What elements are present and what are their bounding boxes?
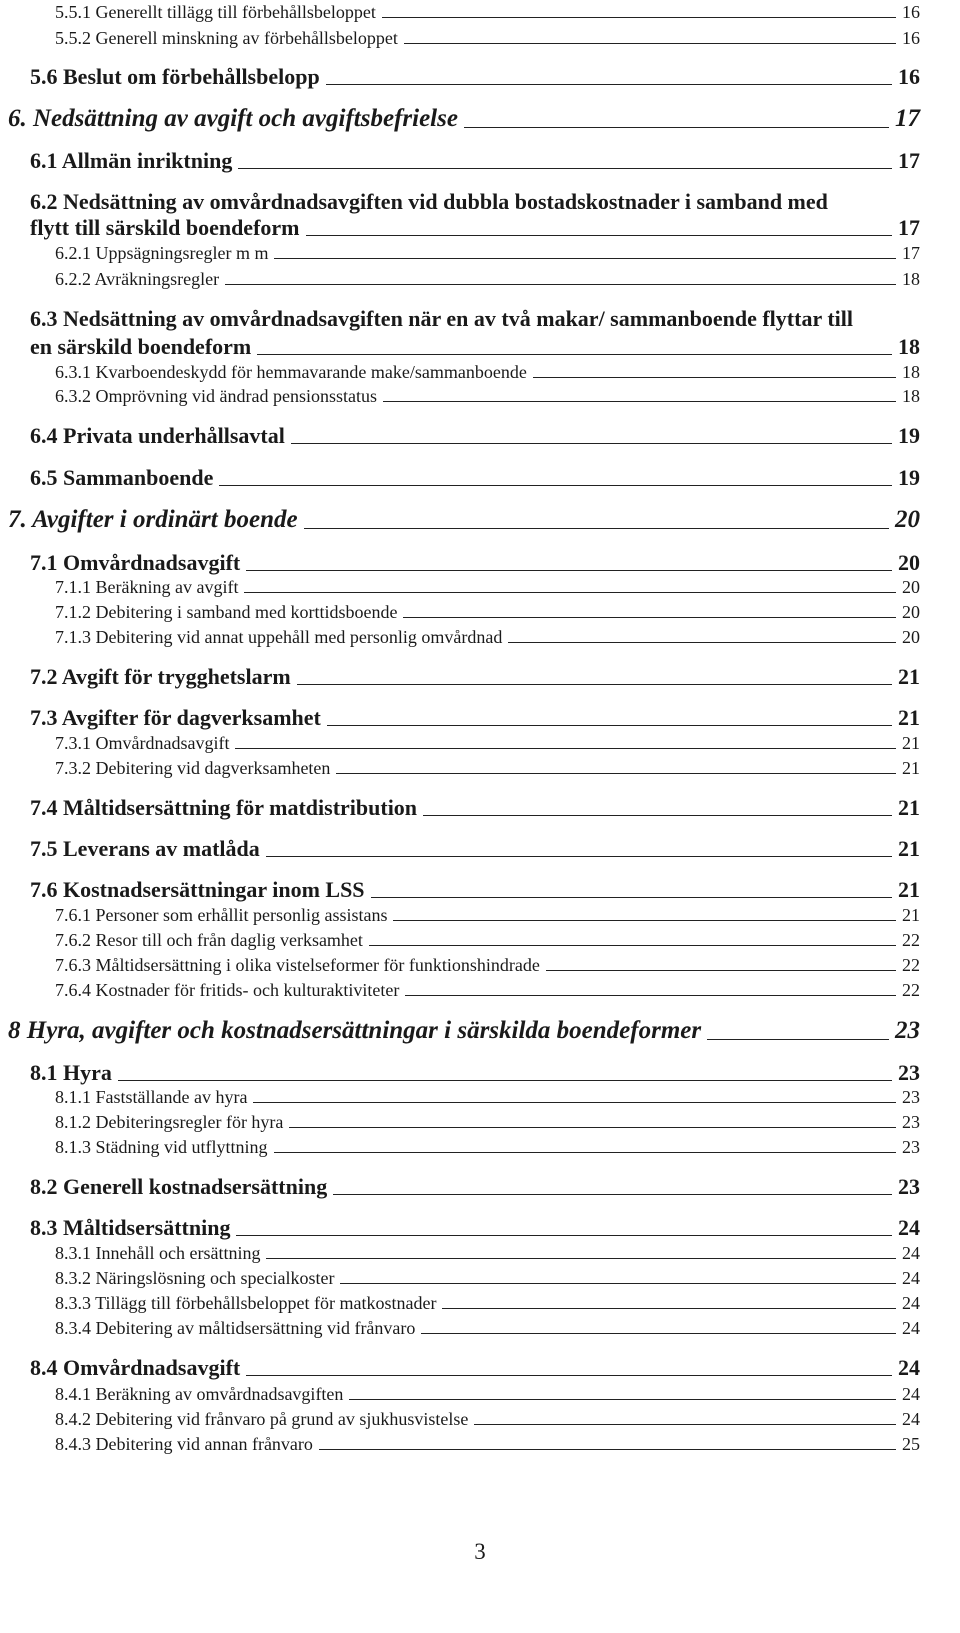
toc-entry-8-4-2	[55, 1409, 920, 1430]
toc-entry-title: 8.1.1 Fastställande av hyra	[55, 1087, 248, 1107]
toc-page-number: 17	[895, 105, 920, 132]
toc-page-number: 17	[898, 148, 920, 173]
toc-entry-6-5	[30, 465, 920, 491]
toc-page-number: 21	[898, 664, 920, 689]
leader-line	[369, 945, 896, 946]
toc-entry-title: 8.4 Omvårdnadsavgift	[30, 1355, 241, 1380]
toc-entry-title: 8.1.2 Debiteringsregler för hyra	[55, 1112, 284, 1132]
toc-entry-8-3-4	[55, 1318, 920, 1339]
toc-entry-6-4	[30, 423, 920, 449]
toc-entry-title: 7.5 Leverans av matlåda	[30, 836, 260, 861]
toc-page-number: 21	[898, 795, 920, 820]
toc-entry-8-1-3	[55, 1137, 920, 1158]
toc-page-number: 18	[898, 334, 920, 359]
toc-entry-7	[8, 506, 920, 534]
leader-line	[253, 1102, 896, 1103]
leader-line	[403, 617, 896, 618]
toc-entry-8-1-2	[55, 1112, 920, 1133]
leader-line	[306, 235, 893, 236]
toc-entry-6	[8, 105, 920, 133]
leader-line	[219, 485, 892, 486]
leader-line	[118, 1080, 892, 1081]
toc-entry-title: 7.6.3 Måltidsersättning i olika vistelseformer för funktionshindrade	[55, 955, 540, 975]
toc-entry-title: 7. Avgifter i ordinärt boende	[8, 506, 298, 533]
toc-entry-8-3-3	[55, 1293, 920, 1314]
toc-page-number: 23	[902, 1087, 920, 1107]
toc-entry-title: 7.1.1 Beräkning av avgift	[55, 577, 239, 597]
toc-entry-8-4	[30, 1355, 920, 1381]
toc-entry-title: 6. Nedsättning av avgift och avgiftsbefrielse	[8, 105, 458, 132]
leader-line	[319, 1449, 896, 1450]
toc-entry-title: 7.4 Måltidsersättning för matdistribution	[30, 795, 418, 820]
toc-entry-title: 5.6 Beslut om förbehållsbelopp	[30, 64, 320, 89]
toc-entry-title: 6.1 Allmän inriktning	[30, 148, 233, 173]
toc-entry-8	[8, 1017, 920, 1045]
toc-page-number: 21	[898, 877, 920, 902]
toc-entry-title: 7.6.4 Kostnader för fritids- och kulturaktiviteter	[55, 980, 400, 1000]
toc-entry-6-2-line1: 6.2 Nedsättning av omvårdnadsavgiften vid dubbla bostadskostnader i samband med	[30, 189, 828, 214]
toc-entry-title: 5.5.1 Generellt tillägg till förbehållsbeloppet	[55, 2, 376, 22]
toc-page-number: 19	[898, 465, 920, 490]
toc-entry-6-2-2	[55, 269, 920, 290]
leader-line	[297, 684, 892, 685]
toc-entry-title: 7.6.2 Resor till och från daglig verksamhet	[55, 930, 363, 950]
toc-entry-6-3-2	[55, 386, 920, 407]
toc-page-number: 23	[902, 1112, 920, 1132]
toc-entry-title: 8.4.2 Debitering vid frånvaro på grund av sjukhusvistelse	[55, 1409, 469, 1429]
toc-page-number: 16	[898, 64, 920, 89]
toc-entry-8-1-1	[55, 1087, 920, 1108]
toc-entry-6-2	[30, 215, 920, 241]
toc-entry-title: 8.2 Generell kostnadsersättning	[30, 1174, 328, 1199]
toc-page-number: 20	[902, 602, 920, 622]
toc-entry-title: 7.6.1 Personer som erhållit personlig assistans	[55, 905, 388, 925]
toc-page-number: 23	[898, 1174, 920, 1199]
toc-entry-title: 5.5.2 Generell minskning av förbehållsbeloppet	[55, 28, 398, 48]
toc-entry-8-2	[30, 1174, 920, 1200]
toc-entry-title: flytt till särskild boendeform	[30, 215, 300, 240]
toc-entry-6-1	[30, 148, 920, 174]
leader-line	[464, 127, 889, 128]
toc-entry-8-4-3	[55, 1434, 920, 1455]
leader-line	[266, 1258, 896, 1259]
toc-entry-5-6	[30, 64, 920, 90]
toc-entry-7-6	[30, 877, 920, 903]
toc-page-number: 23	[902, 1137, 920, 1157]
toc-entry-title: 7.3.2 Debitering vid dagverksamheten	[55, 758, 331, 778]
toc-entry-title: 8 Hyra, avgifter och kostnadsersättningar i särskilda boendeformer	[8, 1017, 702, 1044]
leader-line	[333, 1194, 892, 1195]
leader-line	[291, 443, 892, 444]
toc-page-number: 25	[902, 1434, 920, 1454]
toc-entry-5-5-2	[55, 28, 920, 49]
toc-entry-title: 8.4.1 Beräkning av omvårdnadsavgiften	[55, 1384, 344, 1404]
page-number: 3	[474, 1539, 486, 1564]
toc-page-number: 24	[902, 1384, 920, 1404]
leader-line	[238, 168, 892, 169]
leader-line	[235, 748, 896, 749]
toc-page-number: 18	[902, 386, 920, 406]
toc-entry-7-6-3	[55, 955, 920, 976]
toc-page-number: 17	[898, 215, 920, 240]
toc-entry-7-5	[30, 836, 920, 862]
leader-line	[274, 258, 896, 259]
toc-entry-5-5-1	[55, 2, 920, 23]
leader-line	[421, 1333, 896, 1334]
leader-line	[257, 354, 892, 355]
toc-entry-title: 8.3.1 Innehåll och ersättning	[55, 1243, 261, 1263]
toc-entry-6-3-1	[55, 362, 920, 383]
toc-page-number: 16	[902, 28, 920, 48]
leader-line	[246, 1375, 892, 1376]
toc-page-number: 22	[902, 980, 920, 1000]
leader-line	[289, 1127, 896, 1128]
toc-entry-title: 7.1.2 Debitering i samband med korttidsboende	[55, 602, 398, 622]
toc-entry-7-3-2	[55, 758, 920, 779]
toc-entry-title: 7.1.3 Debitering vid annat uppehåll med personlig omvårdnad	[55, 627, 503, 647]
leader-line	[304, 528, 889, 529]
leader-line	[266, 856, 892, 857]
toc-page-number: 22	[902, 930, 920, 950]
leader-line	[274, 1152, 896, 1153]
toc-entry-8-1	[30, 1060, 920, 1086]
toc-page-number: 16	[902, 2, 920, 22]
toc-entry-7-3-1	[55, 733, 920, 754]
leader-line	[382, 17, 896, 18]
leader-line	[236, 1235, 892, 1236]
leader-line	[383, 401, 896, 402]
toc-entry-title: 8.3.4 Debitering av måltidsersättning vid frånvaro	[55, 1318, 416, 1338]
toc-entry-8-3	[30, 1215, 920, 1241]
toc-entry-7-1-2	[55, 602, 920, 623]
toc-entry-7-6-2	[55, 930, 920, 951]
toc-page-number: 18	[902, 362, 920, 382]
toc-entry-7-6-4	[55, 980, 920, 1001]
toc-entry-7-1	[30, 550, 920, 576]
leader-line	[405, 995, 896, 996]
leader-line	[246, 570, 892, 571]
toc-entry-7-4	[30, 795, 920, 821]
leader-line	[707, 1039, 889, 1040]
toc-page-number: 22	[902, 955, 920, 975]
leader-line	[442, 1308, 896, 1309]
toc-entry-title: 6.5 Sammanboende	[30, 465, 214, 490]
toc-page-number: 23	[895, 1017, 920, 1044]
leader-line	[336, 773, 896, 774]
toc-entry-title: 6.3.2 Omprövning vid ändrad pensionsstatus	[55, 386, 377, 406]
toc-page-number: 23	[898, 1060, 920, 1085]
leader-line	[546, 970, 896, 971]
leader-line	[474, 1424, 896, 1425]
toc-page-number: 21	[902, 905, 920, 925]
toc-entry-title: en särskild boendeform	[30, 334, 252, 359]
leader-line	[393, 920, 896, 921]
toc-entry-7-1-3	[55, 627, 920, 648]
toc-entry-title: 8.1 Hyra	[30, 1060, 112, 1085]
toc-page-number: 24	[902, 1293, 920, 1313]
toc-entry-6-2-1	[55, 243, 920, 264]
toc-page-number: 20	[902, 627, 920, 647]
toc-page-number: 24	[898, 1215, 920, 1240]
toc-page-number: 21	[902, 733, 920, 753]
toc-entry-title: 7.3.1 Omvårdnadsavgift	[55, 733, 230, 753]
leader-line	[423, 815, 892, 816]
toc-page-number: 19	[898, 423, 920, 448]
leader-line	[225, 284, 896, 285]
leader-line	[404, 43, 896, 44]
toc-entry-6-3-line1: 6.3 Nedsättning av omvårdnadsavgiften när en av två makar/ sammanboende flyttar till	[30, 306, 853, 331]
toc-page-number: 24	[902, 1243, 920, 1263]
toc-entry-8-3-1	[55, 1243, 920, 1264]
toc-page-number: 20	[902, 577, 920, 597]
toc-entry-8-4-1	[55, 1384, 920, 1405]
toc-entry-7-6-1	[55, 905, 920, 926]
toc-entry-6-3	[30, 334, 920, 360]
leader-line	[349, 1399, 896, 1400]
toc-entry-8-3-2	[55, 1268, 920, 1289]
toc-entry-title: 6.2.2 Avräkningsregler	[55, 269, 220, 289]
toc-entry-title: 8.3.3 Tillägg till förbehållsbeloppet för matkostnader	[55, 1293, 437, 1313]
toc-page-number: 24	[902, 1268, 920, 1288]
toc-entry-title: 7.6 Kostnadsersättningar inom LSS	[30, 877, 365, 902]
toc-page-number: 17	[902, 243, 920, 263]
toc-entry-title: 8.1.3 Städning vid utflyttning	[55, 1137, 268, 1157]
leader-line	[508, 642, 896, 643]
toc-entry-title: 7.2 Avgift för trygghetslarm	[30, 664, 291, 689]
toc-entry-title: 6.3.1 Kvarboendeskydd för hemmavarande make/sammanboende	[55, 362, 527, 382]
toc-page-number: 21	[898, 836, 920, 861]
leader-line	[533, 377, 896, 378]
toc-entry-title: 7.3 Avgifter för dagverksamhet	[30, 705, 321, 730]
toc-page-number: 24	[902, 1409, 920, 1429]
toc-page-number: 20	[895, 506, 920, 533]
leader-line	[326, 84, 892, 85]
toc-entry-7-2	[30, 664, 920, 690]
toc-page-number: 21	[902, 758, 920, 778]
toc-entry-7-1-1	[55, 577, 920, 598]
toc-entry-title: 8.4.3 Debitering vid annan frånvaro	[55, 1434, 313, 1454]
toc-entry-title: 8.3.2 Näringslösning och specialkoster	[55, 1268, 335, 1288]
toc-entry-7-3	[30, 705, 920, 731]
toc-page-number: 21	[898, 705, 920, 730]
leader-line	[244, 592, 896, 593]
leader-line	[327, 725, 892, 726]
toc-page-number: 24	[898, 1355, 920, 1380]
toc-page-number: 20	[898, 550, 920, 575]
toc-entry-title: 6.4 Privata underhållsavtal	[30, 423, 285, 448]
toc-page-number: 18	[902, 269, 920, 289]
toc-page-number: 24	[902, 1318, 920, 1338]
leader-line	[340, 1283, 896, 1284]
toc-entry-title: 8.3 Måltidsersättning	[30, 1215, 231, 1240]
leader-line	[371, 897, 892, 898]
toc-entry-title: 7.1 Omvårdnadsavgift	[30, 550, 241, 575]
toc-entry-title: 6.2.1 Uppsägningsregler m m	[55, 243, 269, 263]
